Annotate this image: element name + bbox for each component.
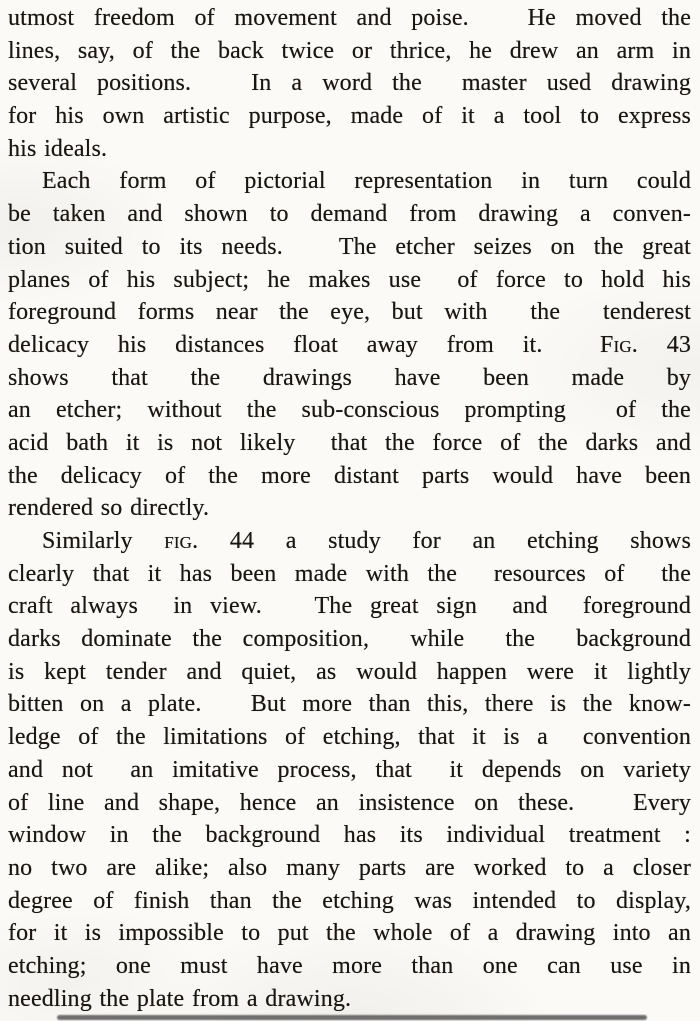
- text-segment: etching; one must have more than one can use in: [8, 952, 691, 979]
- text-line: [8, 525, 691, 558]
- text-line: [8, 329, 691, 362]
- text-block: [8, 2, 691, 1015]
- text-line: [8, 950, 691, 983]
- scan-artifact-bar: [57, 1015, 647, 1020]
- text-line: [8, 492, 691, 525]
- text-segment: several positions. In a word the master used drawing: [8, 70, 691, 97]
- text-line: [8, 688, 691, 721]
- text-segment: lines, say, of the back twice or thrice, he drew an arm in: [8, 37, 691, 64]
- text-segment: and not an imitative process, that it depends on variety: [8, 756, 691, 783]
- text-segment: for it is impossible to put the whole of a drawing into an: [8, 920, 691, 947]
- text-line: [8, 590, 691, 623]
- text-line: [8, 67, 691, 100]
- text-segment: his ideals.: [8, 135, 108, 162]
- text-line: [8, 721, 691, 754]
- text-segment: for his own artistic purpose, made of it a tool to express: [8, 103, 691, 130]
- text-line: [8, 362, 691, 395]
- text-segment: of line and shape, hence an insistence on these. Every: [8, 789, 691, 816]
- paragraph: [8, 2, 691, 165]
- text-segment: is kept tender and quiet, as would happen were it lightly: [8, 658, 691, 685]
- text-line: [8, 165, 691, 198]
- text-line: [8, 917, 691, 950]
- text-line: [8, 133, 691, 166]
- text-segment: needling the plate from a drawing.: [8, 985, 352, 1012]
- paragraph: [8, 525, 691, 1015]
- text-line: [8, 787, 691, 820]
- text-segment: no two are alike; also many parts are worked to a closer: [8, 854, 691, 881]
- text-line: [8, 394, 691, 427]
- text-segment: an etcher; without the sub-conscious prompting of the: [8, 397, 691, 424]
- text-segment: Each form of pictorial representation in turn could: [42, 168, 691, 195]
- text-line: [8, 198, 691, 231]
- text-line: [8, 460, 691, 493]
- text-segment: 43: [637, 331, 692, 358]
- text-line: [8, 264, 691, 297]
- figure-reference: Fig.: [600, 331, 638, 358]
- text-segment: utmost freedom of movement and poise. He moved the: [8, 5, 691, 31]
- text-segment: window in the background has its individual treatment :: [8, 822, 691, 849]
- text-line: [8, 656, 691, 689]
- text-segment: bitten on a plate. But more than this, there is the know-: [8, 691, 691, 718]
- text-line: [8, 100, 691, 133]
- text-segment: be taken and shown to demand from drawing a conven-: [8, 201, 691, 228]
- text-segment: clearly that it has been made with the resources of the: [8, 560, 691, 587]
- text-segment: 44 a study for an etching shows: [198, 528, 691, 554]
- text-line: [8, 558, 691, 591]
- text-segment: the delicacy of the more distant parts would have been: [8, 462, 691, 489]
- text-segment: darks dominate the composition, while the background: [8, 626, 691, 653]
- text-line: [8, 885, 691, 918]
- text-segment: ledge of the limitations of etching, that it is a convention: [8, 724, 691, 751]
- text-segment: Similarly: [42, 528, 165, 554]
- text-segment: craft always in view. The great sign and foreground: [8, 593, 691, 620]
- text-line: [8, 819, 691, 852]
- text-segment: foreground forms near the eye, but with the tenderest: [8, 299, 691, 326]
- text-line: [8, 623, 691, 656]
- text-line: [8, 427, 691, 460]
- text-segment: acid bath it is not likely that the force of the darks and: [8, 429, 691, 456]
- text-line: [8, 35, 691, 68]
- text-segment: planes of his subject; he makes use of force to hold his: [8, 266, 691, 293]
- text-line: [8, 231, 691, 264]
- figure-reference: fig.: [164, 528, 199, 554]
- paragraph: [8, 165, 691, 525]
- text-segment: shows that the drawings have been made by: [8, 364, 691, 391]
- text-segment: rendered so directly.: [8, 495, 210, 522]
- text-line: [8, 2, 691, 35]
- text-line: [8, 754, 691, 787]
- text-line: [8, 852, 691, 885]
- text-segment: tion suited to its needs. The etcher seizes on the great: [8, 233, 691, 260]
- text-line: [8, 983, 691, 1016]
- text-segment: delicacy his distances float away from it.: [8, 331, 601, 358]
- text-line: [8, 296, 691, 329]
- text-segment: degree of finish than the etching was intended to display,: [8, 887, 691, 914]
